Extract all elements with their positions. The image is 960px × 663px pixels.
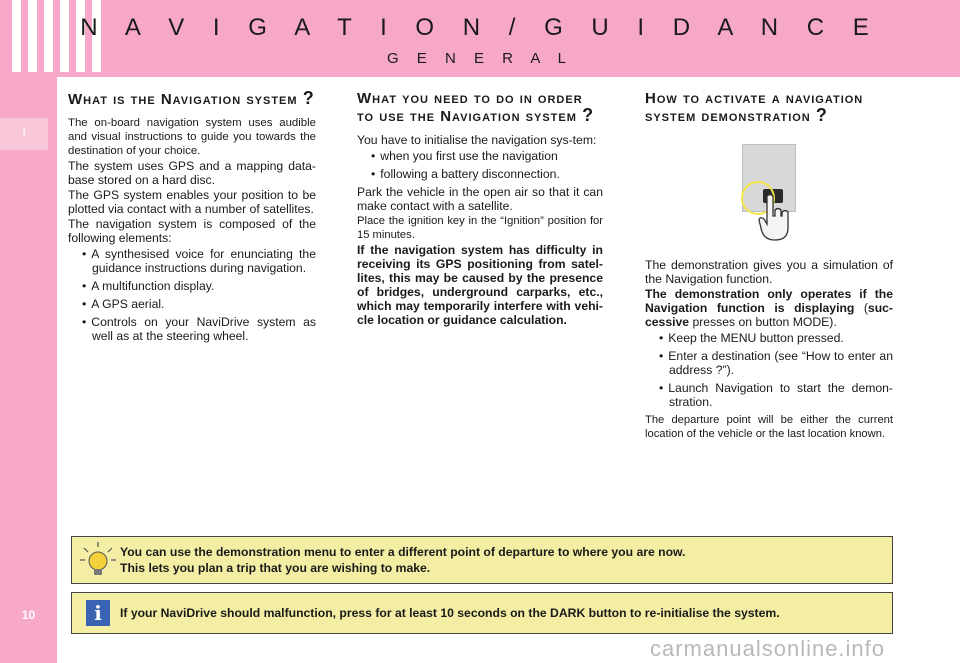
initialise-list: [357, 149, 603, 181]
paragraph: The GPS system enables your position to be plotted via contact with a number of satellites.: [68, 188, 316, 216]
heading-what-you-need: What you need to do in order to use the Navigation system ?: [357, 90, 595, 125]
tip-box: [71, 536, 893, 584]
info-box: [71, 592, 893, 634]
column-what-you-need: [357, 90, 603, 328]
heading-demonstration: How to activate a navigation system demonstration ?: [645, 90, 864, 125]
page-title: N A V I G A T I O N / G U I D A N C E: [80, 14, 880, 41]
paragraph: Park the vehicle in the open air so that it can make contact with a satellite.: [357, 185, 603, 213]
lightbulb-icon: [78, 540, 118, 580]
paragraph: The system uses GPS and a mapping data-base stored on a hard disc.: [68, 159, 316, 187]
elements-list: [68, 247, 316, 343]
paragraph: The navigation system is composed of the following elements:: [68, 217, 316, 245]
list-item: • A multifunction display.: [80, 279, 316, 293]
heading-what-is: What is the Navigation system ?: [68, 88, 315, 108]
paragraph: The demonstration only operates if the Navigation function is displaying (suc-cessive presses on button MODE).: [645, 287, 893, 329]
list-item: • A synthesised voice for enunciating the guidance instructions during navigation.: [80, 247, 316, 275]
list-item: • Enter a destination (see “How to enter an address ?”).: [657, 349, 893, 377]
list-item: • Launch Navigation to start the demon-stration.: [657, 381, 893, 409]
paragraph: The departure point will be either the current location of the vehicle or the last location known.: [645, 414, 893, 440]
tip-text: You can use the demonstration menu to enter a different point of departure to where you are now. This lets you plan a trip that you are wishing to make.: [120, 545, 686, 575]
left-margin-band: [0, 0, 57, 663]
list-item: • A GPS aerial.: [80, 297, 316, 311]
page-subtitle: G E N E R A L: [386, 50, 574, 67]
chapter-tab: I: [0, 118, 48, 150]
paragraph: Place the ignition key in the “Ignition” position for 15 minutes.: [357, 215, 603, 241]
paragraph: The on-board navigation system uses audible and visual instructions to guide you towards the destination of your choice.: [68, 117, 316, 157]
info-text: If your NaviDrive should malfunction, press for at least 10 seconds on the DARK button to re-initialise the system.: [120, 606, 780, 620]
list-item: • when you first use the navigation: [369, 149, 603, 163]
column-demonstration: [645, 90, 893, 442]
watermark: carmanualsonline.info: [650, 636, 886, 661]
warning-paragraph: If the navigation system has difficulty in receiving its GPS positioning from satel-lites, this may be caused by the presence of bridges, underground carparks, etc., which may temporarily interfere with vehi-cle location or guidance calculation.: [357, 243, 603, 327]
info-icon: i: [86, 600, 110, 626]
list-item: • Controls on your NaviDrive system as well as at the steering wheel.: [80, 315, 316, 343]
pointing-hand-icon: [755, 192, 793, 242]
page-number: 10: [21, 608, 36, 622]
paragraph: The demonstration gives you a simulation of the Navigation function.: [645, 258, 893, 286]
paragraph: You have to initialise the navigation sys-tem:: [357, 133, 597, 147]
demo-steps-list: [645, 331, 893, 409]
list-item: • Keep the MENU button pressed.: [657, 331, 893, 345]
column-what-is: [68, 90, 316, 347]
list-item: • following a battery disconnection.: [369, 167, 603, 181]
